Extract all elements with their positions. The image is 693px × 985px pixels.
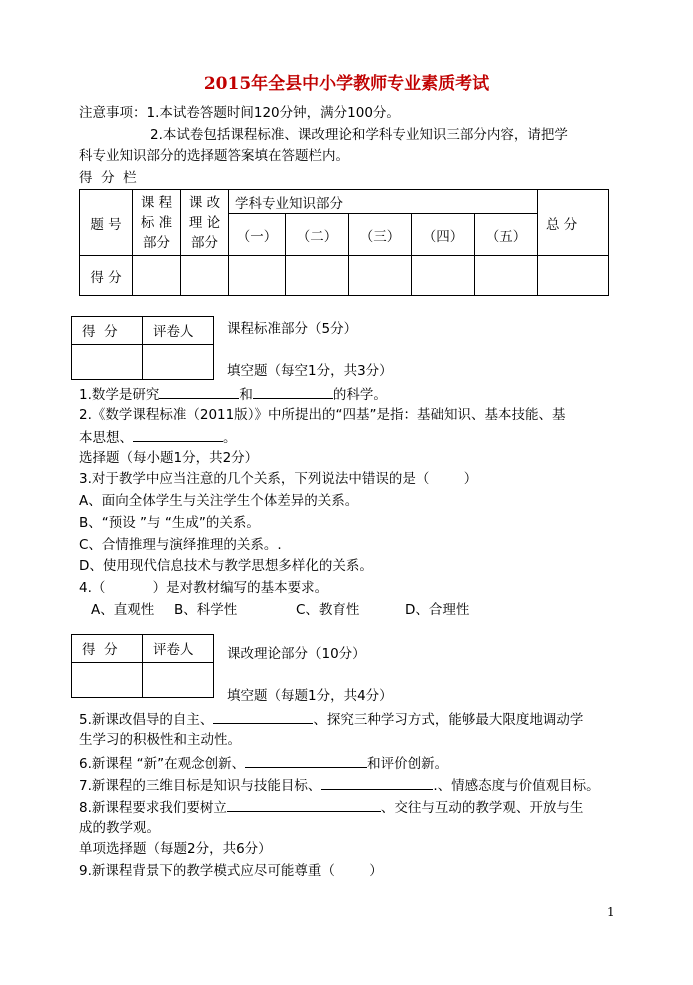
q3-option-a: A、面向全体学生与关注学生个体差异的关系。 bbox=[79, 493, 359, 509]
q5-text-b: 、探究三种学习方式，能够最大限度地调动学 bbox=[313, 712, 584, 728]
question-5-line-2: 生学习的积极性和主动性。 bbox=[79, 732, 241, 748]
subject-knowledge-header: 学科专业知识部分 bbox=[229, 190, 538, 214]
score-cell[interactable] bbox=[133, 256, 181, 296]
grader-box-1 bbox=[71, 316, 214, 380]
subject-col-1: （一） bbox=[229, 214, 286, 256]
q4-option-a: A、直观性 bbox=[91, 602, 155, 618]
q6-blank[interactable] bbox=[245, 753, 367, 768]
grader-box-score-label: 得 分 bbox=[72, 635, 143, 663]
q8-blank[interactable] bbox=[227, 797, 381, 812]
score-table bbox=[79, 189, 609, 296]
q7-text-b: 、情感态度与价值观目标。 bbox=[437, 778, 600, 794]
row-header-question-number: 题 号 bbox=[80, 190, 133, 256]
question-3: 3.对于教学中应当注意的几个关系，下列说法中错误的是（ ） bbox=[79, 471, 478, 487]
section1-header: 课程标准部分（5分） bbox=[227, 321, 358, 337]
section2-fill-header: 填空题（每题1分，共4分） bbox=[227, 688, 393, 704]
col-reform-theory: 课 改 理 论 部分 bbox=[181, 190, 229, 256]
subject-col-3: （三） bbox=[349, 214, 412, 256]
section2-single-choice-header: 单项选择题（每题2分，共6分） bbox=[79, 841, 272, 857]
q5-text-a: 5.新课改倡导的自主、 bbox=[79, 712, 214, 728]
question-9: 9.新课程背景下的教学模式应尽可能尊重（ ） bbox=[79, 863, 383, 879]
q1-blank-2[interactable] bbox=[253, 384, 333, 399]
q4-option-d: D、合理性 bbox=[405, 602, 470, 618]
question-1 bbox=[79, 384, 387, 404]
q6-text-a: 6.新课程 “新”在观念创新、 bbox=[79, 756, 246, 772]
section1-choice-header: 选择题（每小题1分，共2分） bbox=[79, 450, 259, 466]
grader-box-2 bbox=[71, 634, 214, 698]
section2-header: 课改理论部分（10分） bbox=[227, 646, 366, 662]
q2-blank[interactable] bbox=[133, 427, 223, 442]
score-bar-label: 得 分 栏 bbox=[79, 170, 137, 186]
q1-text-c: 的科学。 bbox=[332, 387, 387, 403]
grader-box-grader-label: 评卷人 bbox=[143, 317, 214, 345]
q5-blank[interactable] bbox=[213, 709, 313, 724]
exam-title: 2015年全县中小学教师专业素质考试 bbox=[203, 74, 490, 94]
notice-line-2: 2.本试卷包括课程标准、课改理论和学科专业知识三部分内容，请把学 bbox=[150, 127, 568, 143]
q8-text-a: 8.新课程要求我们要树立 bbox=[79, 800, 227, 816]
notice-line-3: 科专业知识部分的选择题答案填在答题栏内。 bbox=[79, 148, 349, 164]
question-2-line-1: 2.《数学课程标准（2011版）》中所提出的“四基”是指：基础知识、基本技能、基 bbox=[79, 407, 566, 423]
q1-text-b: 和 bbox=[239, 387, 253, 403]
score-cell[interactable] bbox=[349, 256, 412, 296]
grader-score-cell[interactable] bbox=[72, 663, 143, 698]
score-cell[interactable] bbox=[181, 256, 229, 296]
q6-text-b: 和评价创新。 bbox=[367, 756, 449, 772]
q4-option-b: B、科学性 bbox=[174, 602, 238, 618]
subject-col-4: （四） bbox=[412, 214, 475, 256]
total-score-header: 总 分 bbox=[538, 190, 609, 256]
q1-text-a: 1.数学是研究 bbox=[79, 387, 160, 403]
grader-box-score-label: 得 分 bbox=[72, 317, 143, 345]
question-6 bbox=[79, 753, 448, 773]
score-cell[interactable] bbox=[538, 256, 609, 296]
subject-col-5: （五） bbox=[475, 214, 538, 256]
q7-text-a: 7.新课程的三维目标是知识与技能目标、 bbox=[79, 778, 322, 794]
question-2-line-2 bbox=[79, 427, 237, 447]
subject-col-2: （二） bbox=[286, 214, 349, 256]
question-7 bbox=[79, 775, 600, 795]
q2-text: 本思想、 bbox=[79, 430, 133, 446]
score-cell[interactable] bbox=[286, 256, 349, 296]
grader-box-grader-label: 评卷人 bbox=[143, 635, 214, 663]
q4-option-c: C、教育性 bbox=[296, 602, 360, 618]
q3-option-b: B、“预设 ”与 “生成”的关系。 bbox=[79, 515, 260, 531]
score-cell[interactable] bbox=[412, 256, 475, 296]
q3-option-d: D、使用现代信息技术与教学思想多样化的关系。 bbox=[79, 558, 373, 574]
score-row-label: 得 分 bbox=[80, 256, 133, 296]
q7-blank[interactable] bbox=[321, 775, 433, 790]
q7-dot: . bbox=[433, 778, 438, 794]
score-cell[interactable] bbox=[229, 256, 286, 296]
col-course-standard: 课 程 标 准 部分 bbox=[133, 190, 181, 256]
grader-score-cell[interactable] bbox=[72, 345, 143, 380]
q2-end: 。 bbox=[223, 430, 237, 446]
notice-line-1: 注意事项：1.本试卷答题时间120分钟，满分100分。 bbox=[79, 105, 400, 121]
question-4: 4.（ ）是对教材编写的基本要求。 bbox=[79, 580, 329, 596]
grader-name-cell[interactable] bbox=[143, 345, 214, 380]
grader-name-cell[interactable] bbox=[143, 663, 214, 698]
question-8-line-1 bbox=[79, 797, 583, 817]
q3-option-c: C、合情推理与演绎推理的关系。. bbox=[79, 537, 282, 553]
q8-text-b: 、交往与互动的教学观、开放与生 bbox=[380, 800, 584, 816]
question-8-line-2: 成的教学观。 bbox=[79, 820, 160, 836]
question-5-line-1 bbox=[79, 709, 583, 729]
score-cell[interactable] bbox=[475, 256, 538, 296]
page-number: 1 bbox=[607, 905, 615, 919]
q1-blank-1[interactable] bbox=[159, 384, 239, 399]
section1-fill-header: 填空题（每空1分，共3分） bbox=[227, 363, 393, 379]
